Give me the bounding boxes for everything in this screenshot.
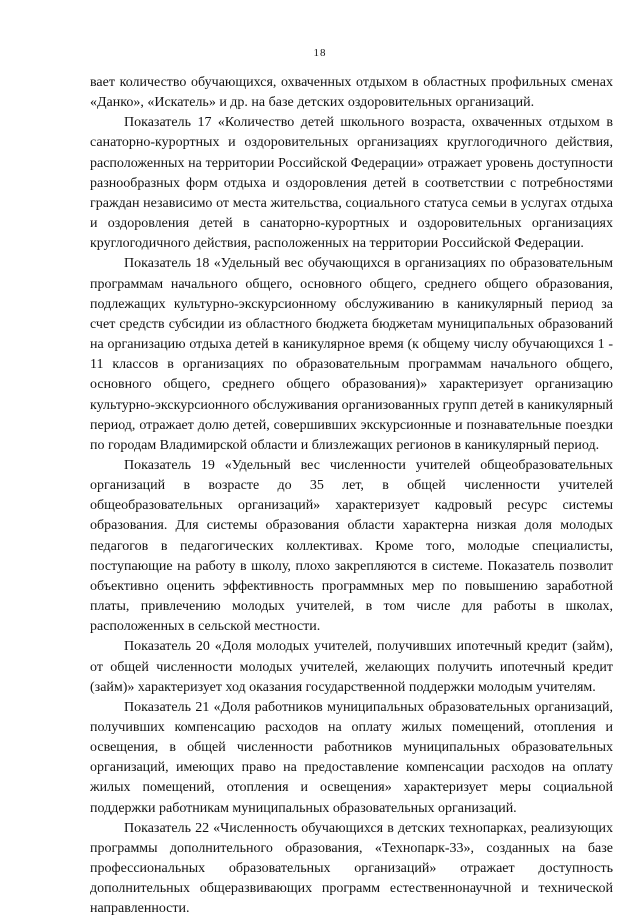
paragraph-indicator-20: Показатель 20 «Доля молодых учителей, получивших ипотечный кредит (займ), от общей численности молодых учителей, желающих получить ипотечный кредит (займ)» характеризует ход оказания государственной поддержки молодым учителям. — [90, 639, 613, 695]
paragraph-continuation: вает количество обучающихся, охваченных отдыхом в областных профильных сменах «Данко», «Искатель» и др. на базе детских оздоровительных организаций. — [90, 75, 613, 111]
paragraph-indicator-19: Показатель 19 «Удельный вес численности учителей общеобразовательных организаций в возрасте до 35 лет, в общей численности учителей общеобразовательных организаций» характеризует кадровый ресурс системы образования. Для системы образования области характерна низкая доля молодых педагогов в педагогических коллективах. Кроме того, молодые специалисты, поступающие на работу в школу, плохо закрепляются в системе. Показатель позволит объективно оценить эффективность программных мер по повышению заработной платы, привлечению молодых учителей, в том числе для работы в школах, расположенных в сельской местности. — [90, 457, 613, 635]
document-body — [90, 73, 613, 920]
paragraph-indicator-21: Показатель 21 «Доля работников муниципальных образовательных организаций, получивших компенсацию расходов на оплату жилых помещений, отопления и освещения, в общей численности работников муниципальных образовательных организаций, имеющих право на предоставление компенсации расходов на оплату жилых помещений, отопления и освещения» характеризует меры социальной поддержки работникам муниципальных образовательных организаций. — [90, 699, 613, 816]
paragraph-indicator-18: Показатель 18 «Удельный вес обучающихся в организациях по образовательным программам начального общего, основного общего, среднего общего образования, подлежащих культурно-экскурсионному обслуживанию в каникулярный период за счет средств субсидии из областного бюджета бюджетам муниципальных образований на организацию отдыха детей в каникулярное время (к общему числу обучающихся 1 - 11 классов в организациях по образовательным программам начального общего, основного общего, среднего общего образования)» характеризует организацию культурно-экскурсионного обслуживания организованных групп детей в каникулярный период, отражает долю детей, совершивших экскурсионные и познавательные поездки по городам Владимирской области и близлежащих регионов в каникулярный период. — [90, 256, 613, 453]
page-number: 18 — [313, 47, 327, 59]
paragraph-indicator-22: Показатель 22 «Численность обучающихся в детских технопарках, реализующих программы дополнительного образования, «Технопарк-33», созданных на базе профессиональных образовательных организаций» отражает доступность дополнительных общеразвивающих программ естественнонаучной и технической направленности. — [90, 820, 613, 917]
paragraph-indicator-17: Показатель 17 «Количество детей школьного возраста, охваченных отдыхом в санаторно-курортных и оздоровительных организациях круглогодичного действия, расположенных на территории Российской Федерации» отражает уровень доступности разнообразных форм отдыха и оздоровления детей в соответствии с потребностями граждан независимо от места жительства, социального статуса семьи в услугах отдыха и оздоровления детей в санаторно-курортных и оздоровительных организациях круглогодичного действия, расположенных на территории Российской Федерации. — [90, 115, 613, 252]
